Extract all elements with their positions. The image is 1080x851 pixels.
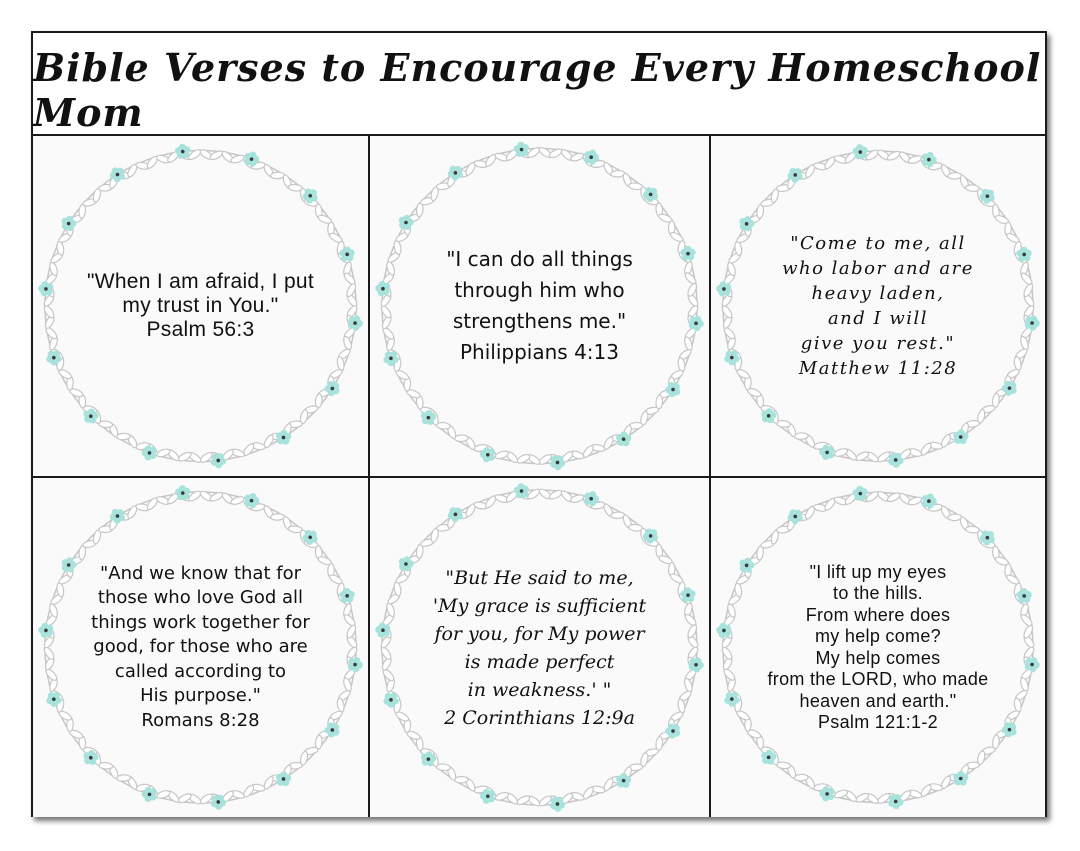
wreath-leaf: [1019, 335, 1030, 350]
wreath-leaf: [116, 775, 130, 782]
verse-line: those who love God all: [97, 587, 304, 609]
wreath-leaf: [156, 789, 171, 800]
verse-line: strengthens me.": [452, 309, 627, 333]
wreath-leaf: [494, 791, 509, 802]
wreath-leaf: [570, 493, 585, 504]
verse-card-psalm-56-3: [33, 136, 368, 476]
verse-line: and I will: [827, 308, 929, 329]
verse-line: called according to: [114, 660, 287, 682]
verse-line: heavy laden,: [811, 283, 945, 304]
wreath-leaf: [683, 678, 694, 693]
verse-line: "When I am afraid, I put: [86, 270, 315, 293]
verse-line: who labor and are: [782, 258, 974, 279]
verse-text: [87, 270, 314, 342]
verse-line: From where does: [805, 604, 951, 625]
wreath-leaf: [385, 602, 396, 617]
wreath-leaf: [794, 433, 808, 440]
wreath-leaf: [948, 172, 962, 179]
wreath-leaf: [948, 514, 962, 521]
verse-line: through him who: [454, 278, 625, 302]
verse-reference: Psalm 121:1-2: [818, 712, 938, 732]
wreath-leaf: [342, 336, 353, 351]
verse-line: give you rest.": [800, 333, 956, 354]
wreath-leaf: [907, 154, 922, 165]
verse-card-2-corinthians-12-9a: [370, 478, 709, 817]
wreath-leaf: [794, 774, 808, 781]
wreath-leaf: [907, 496, 922, 507]
verse-text: [91, 562, 310, 734]
verse-reference: 2 Corinthians 12:9a: [444, 706, 635, 729]
wreath-leaf: [683, 336, 694, 351]
verse-line: from the LORD, who made: [767, 669, 989, 689]
verse-line: 'My grace is sufficient: [432, 594, 647, 617]
verse-line: "Come to me, all: [790, 233, 966, 254]
printable-sheet: [31, 31, 1047, 817]
verse-card-psalm-121-1-2: [711, 478, 1045, 817]
wreath-leaf: [385, 261, 396, 276]
verse-line: "But He said to me,: [445, 566, 634, 589]
wreath-leaf: [611, 170, 625, 177]
wreath-leaf: [230, 154, 245, 165]
verse-line: is made perfect: [464, 650, 615, 673]
wreath-leaf: [833, 789, 848, 800]
verse-line: good, for those who are: [93, 636, 308, 658]
verse-line: things work together for: [91, 611, 310, 633]
verse-line: "And we know that for: [100, 562, 301, 584]
verse-grid: [33, 136, 1045, 817]
verse-line: His purpose.": [140, 685, 261, 707]
wreath-leaf: [270, 513, 284, 520]
verse-reference: Romans 8:28: [141, 709, 260, 731]
verse-line: "I lift up my eyes: [809, 561, 947, 582]
wreath-leaf: [726, 261, 737, 276]
wreath-leaf: [156, 448, 171, 459]
verse-card-romans-8-28: [33, 478, 368, 817]
verse-line: my trust in You.": [122, 294, 279, 317]
wreath-leaf: [1019, 677, 1030, 692]
verse-line: to the hills.: [833, 583, 923, 603]
wreath-leaf: [611, 512, 625, 519]
verse-line: "I can do all things: [446, 247, 633, 271]
wreath-leaf: [570, 152, 585, 163]
wreath-leaf: [116, 433, 130, 440]
wreath-leaf: [726, 603, 737, 618]
verse-text: [768, 562, 989, 734]
verse-card-philippians-4-13: [370, 136, 709, 476]
verse-reference: Matthew 11:28: [798, 358, 958, 379]
wreath-leaf: [230, 495, 245, 506]
verse-reference: Psalm 56:3: [146, 318, 255, 341]
wreath-leaf: [454, 776, 468, 783]
wreath-leaf: [48, 261, 59, 276]
verse-reference: Philippians 4:13: [460, 340, 619, 364]
page-title: Bible Verses to Encourage Every Homeschool Mom: [33, 45, 1042, 135]
wreath-leaf: [48, 603, 59, 618]
title-banner: [33, 33, 1045, 136]
verse-text: [782, 231, 974, 381]
verse-line: in weakness.' ": [467, 678, 612, 701]
verse-line: My help comes: [815, 647, 941, 668]
verse-line: heaven and earth.": [799, 690, 957, 711]
verse-card-matthew-11-28: [711, 136, 1045, 476]
wreath-leaf: [833, 447, 848, 458]
wreath-leaf: [494, 450, 509, 461]
verse-text: [446, 244, 633, 368]
wreath-leaf: [270, 172, 284, 179]
verse-line: my help come?: [815, 626, 941, 646]
wreath-leaf: [454, 435, 468, 442]
wreath-leaf: [342, 677, 353, 692]
verse-line: for you, for My power: [434, 622, 645, 645]
verse-text: [433, 564, 646, 732]
grid-divider: [33, 476, 1045, 478]
